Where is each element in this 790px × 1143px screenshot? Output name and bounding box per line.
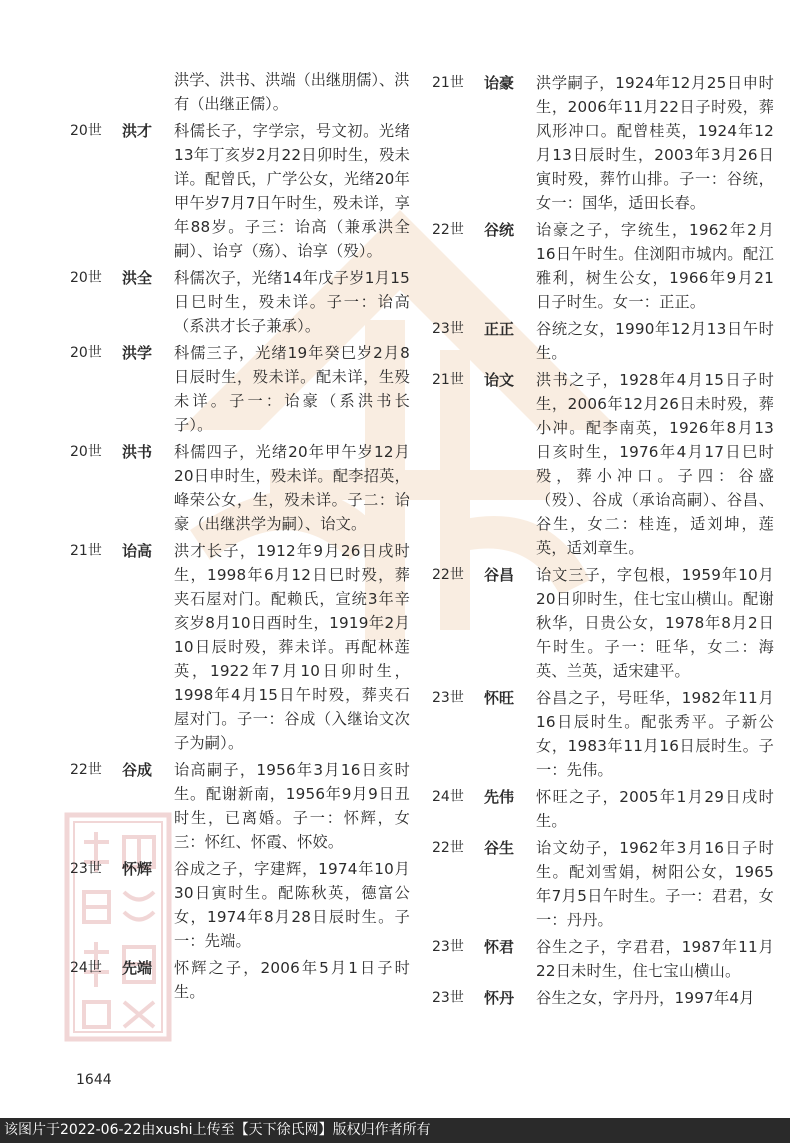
generation-label: 23世 xyxy=(432,939,464,955)
generation-label: 20世 xyxy=(70,270,102,286)
upload-footer: 该图片于2022-06-22由xushi上传至【天下徐氏网】版权归作者所有 xyxy=(0,1118,790,1143)
person-name: 怀旺 xyxy=(484,689,515,707)
entry xyxy=(70,758,410,854)
person-name: 先端 xyxy=(122,959,153,977)
generation-label: 22世 xyxy=(432,222,464,238)
entry xyxy=(432,317,774,365)
generation-label: 23世 xyxy=(432,690,464,706)
entry-text: 诒文幼子，1962年3月16日子时生。配刘雪娟，树阳公女，1965年7月5日午时生。子一：君君，女一：丹丹。 xyxy=(536,839,774,929)
entry-text: 诒豪之子，字统生，1962年2月16日午时生。住浏阳市城内。配江雅利，树生公女，1966年9月21日子时生。女一：正正。 xyxy=(536,221,774,311)
generation-label: 20世 xyxy=(70,123,102,139)
entry xyxy=(70,956,410,1004)
generation-label: 21世 xyxy=(432,75,464,91)
person-name: 谷统 xyxy=(484,221,515,239)
entry xyxy=(70,539,410,755)
generation-label: 23世 xyxy=(70,861,102,877)
left-column xyxy=(70,68,410,1004)
entry-text: 诒高嗣子，1956年3月16日亥时生。配谢新南，1956年9月9日丑时生，已离婚。子一：怀辉，女三：怀红、怀霞、怀姣。 xyxy=(174,761,410,851)
entry xyxy=(432,935,774,983)
generation-label: 21世 xyxy=(70,543,102,559)
entry xyxy=(70,341,410,437)
entry-text: 洪书之子，1928年4月15日子时生，2006年12月26日未时殁，葬小冲。配李南英，1926年8月13日亥时生，1976年4月17日巳时殁，葬小冲口。子四：谷盛（殁）、谷成（承诒高嗣）、谷昌、谷生，女二：桂连，适刘坤，莲英，适刘章生。 xyxy=(536,371,774,557)
entry xyxy=(70,119,410,263)
entry xyxy=(432,686,774,782)
entry-text: 谷昌之子，号旺华，1982年11月16日辰时生。配张秀平。子新公女，1983年11月16日辰时生。子一：先伟。 xyxy=(536,689,774,779)
person-name: 诒高 xyxy=(122,542,153,560)
entry xyxy=(432,563,774,683)
entry xyxy=(432,785,774,833)
entry-text: 洪才长子，1912年9月26日戌时生，1998年6月12日巳时殁，葬夹石屋对门。配赖氏，宣统3年辛亥岁8月10日酉时生，1919年2月10日辰时殁，葬未详。再配林莲英，1922年7月10日卯时生，1998年4月15日午时殁，葬夹石屋对门。子一：谷成（入继诒文次子为嗣）。 xyxy=(174,542,410,752)
page-number: 1644 xyxy=(76,1072,112,1088)
person-name: 正正 xyxy=(484,320,515,338)
entry-text: 怀辉之子，2006年5月1日子时生。 xyxy=(174,959,410,1001)
entry xyxy=(432,218,774,314)
entry xyxy=(432,986,774,1010)
person-name: 怀丹 xyxy=(484,989,515,1007)
entry xyxy=(432,368,774,560)
generation-label: 21世 xyxy=(432,372,464,388)
person-name: 怀辉 xyxy=(122,860,153,878)
entry-text: 科儒长子，字学宗，号文初。光绪13年丁亥岁2月22日卯时生，殁未详。配曾氏，广学公女，光绪20年甲午岁7月7日午时生，殁未详，享年88岁。子三：诒高（兼承洪全嗣）、诒亨（殇）、诒享（殁）。 xyxy=(174,122,410,260)
person-name: 谷成 xyxy=(122,761,153,779)
continuation-text: 洪学、洪书、洪端（出继朋儒）、洪有（出继正儒）。 xyxy=(174,71,410,113)
person-name: 诒文 xyxy=(484,371,515,389)
entry-text: 科儒次子，光绪14年戊子岁1月15日巳时生，殁未详。子一：诒高（系洪才长子兼承）。 xyxy=(174,269,410,335)
generation-label: 22世 xyxy=(70,762,102,778)
generation-label: 23世 xyxy=(432,321,464,337)
person-name: 怀君 xyxy=(484,938,515,956)
entry-text: 谷生之子，字君君，1987年11月22日未时生，住七宝山横山。 xyxy=(536,938,774,980)
person-name: 洪学 xyxy=(122,344,153,362)
entry xyxy=(70,266,410,338)
entry xyxy=(432,836,774,932)
generation-label: 24世 xyxy=(70,960,102,976)
entry-text: 谷成之子，字建辉，1974年10月30日寅时生。配陈秋英，德富公女，1974年8月28日辰时生。子一：先端。 xyxy=(174,860,410,950)
generation-label: 20世 xyxy=(70,444,102,460)
person-name: 谷生 xyxy=(484,839,515,857)
entry xyxy=(70,440,410,536)
generation-label: 22世 xyxy=(432,840,464,856)
generation-label: 22世 xyxy=(432,567,464,583)
person-name: 先伟 xyxy=(484,788,515,806)
entry-text: 洪学嗣子，1924年12月25日申时生，2006年11月22日子时殁，葬风形冲口。配曾桂英，1924年12月13日辰时生，2003年3月26日寅时殁，葬竹山排。子一：谷统，女一：国华，适田长春。 xyxy=(536,74,774,212)
person-name: 洪才 xyxy=(122,122,153,140)
entry-text: 科儒三子，光绪19年癸巳岁2月8日辰时生，殁未详。配未详，生殁未详。子一：诒豪（系洪书长子）。 xyxy=(174,344,410,434)
entry-text: 谷生之女，字丹丹，1997年4月 xyxy=(536,989,755,1007)
entry-text: 怀旺之子，2005年1月29日戌时生。 xyxy=(536,788,774,830)
entry-text: 科儒四子，光绪20年甲午岁12月20日申时生，殁未详。配李招英，峰荣公女，生，殁未详。子二：诒豪（出继洪学为嗣）、诒文。 xyxy=(174,443,410,533)
right-column xyxy=(432,68,774,1010)
generation-label: 20世 xyxy=(70,345,102,361)
person-name: 诒豪 xyxy=(484,74,515,92)
entry-text: 诒文三子，字包根，1959年10月20日卯时生，住七宝山横山。配谢秋华，日贵公女，1978年8月2日午时生。子一：旺华，女二：海英、兰英，适宋建平。 xyxy=(536,566,774,680)
person-name: 洪书 xyxy=(122,443,153,461)
person-name: 洪全 xyxy=(122,269,153,287)
entry xyxy=(432,71,774,215)
entry-text: 谷统之女，1990年12月13日午时生。 xyxy=(536,320,774,362)
generation-label: 23世 xyxy=(432,990,464,1006)
generation-label: 24世 xyxy=(432,789,464,805)
entry xyxy=(70,857,410,953)
person-name: 谷昌 xyxy=(484,566,515,584)
